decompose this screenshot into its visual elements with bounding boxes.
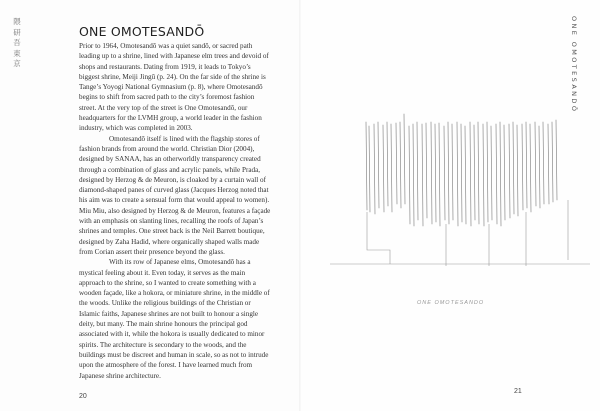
sketch-caption: ONE OMOTESANDO — [417, 300, 485, 306]
body-text — [79, 41, 271, 381]
paragraph: With its row of Japanese elms, Omotesandō has a mystical feeling about it. Even today, it serves as the main approach to the shrine, so I wanted to create something with a wooden façade, like a hokora, or miniature shrine, in the middle of the woods. Unlike the religious buildings of the Christian or Islamic faiths, Japanese shrines are not built to honour a single deity, but many. The main shrine honours the principal god associated with it, while the hokora is usually dedicated to minor spirits. The architecture is secondary to the woods, and the buildings must be discreet and human in scale, so as not to intrude upon the atmosphere of the forest. I have learned much from Japanese shrine architecture. — [79, 258, 270, 380]
page-number-right: 21 — [514, 388, 522, 395]
paragraph: Omotesandō itself is lined with the flagship stores of fashion brands from around the world. Christian Dior (2004), designed by SANAA, has an otherworldly transparency created through a combination of glass and acrylic panels, while Prada, designed by Herzog & de Meuron, is cloaked by a curtain wall of diamond-shaped panes of curved glass (Jacques Herzog noted that his aim was to create a sensual form that would appeal to women). Miu Miu, also designed by Herzog & de Meuron, features a façade with an emphasis on slanting lines, recalling the roofs of Japan’s shrines and temples. One street back is the Neil Barrett boutique, designed by Zaha Hadid, where organically shaped walls made from Corian assert their presence beyond the glass. — [79, 134, 271, 256]
pencil-sketch — [330, 100, 590, 300]
gutter — [299, 0, 301, 411]
jp-char: 研 — [13, 27, 21, 37]
jp-char: 隈 — [13, 17, 21, 26]
paragraph: Prior to 1964, Omotesandō was a quiet sandō, or sacred path leading up to a shrine, lined with Japanese elm trees and devoid of shops and restaurants. Dating from 1919, it leads to Tokyo’s biggest shrine, Meiji Jingū (p. 24). On the far side of the shrine is Tange’s Yoyogi National Gymnasium (p. 8), where Omotesandō begins to shift from sacred path to the city’s foremost fashion street. At the very top of the street is One Omotesandō, our headquarters for the LVMH group, a world leader in the fashion industry, which was completed in 2003. — [79, 42, 269, 133]
vertical-japanese-label — [12, 17, 22, 70]
jp-char: 吾 — [13, 38, 21, 47]
running-head: ONE OMOTESANDŌ — [570, 16, 578, 114]
jp-char: 東 — [13, 48, 21, 58]
page-title: ONE OMOTESANDŌ — [79, 24, 205, 40]
jp-char: 京 — [13, 59, 21, 68]
page-number-left: 20 — [79, 393, 87, 400]
